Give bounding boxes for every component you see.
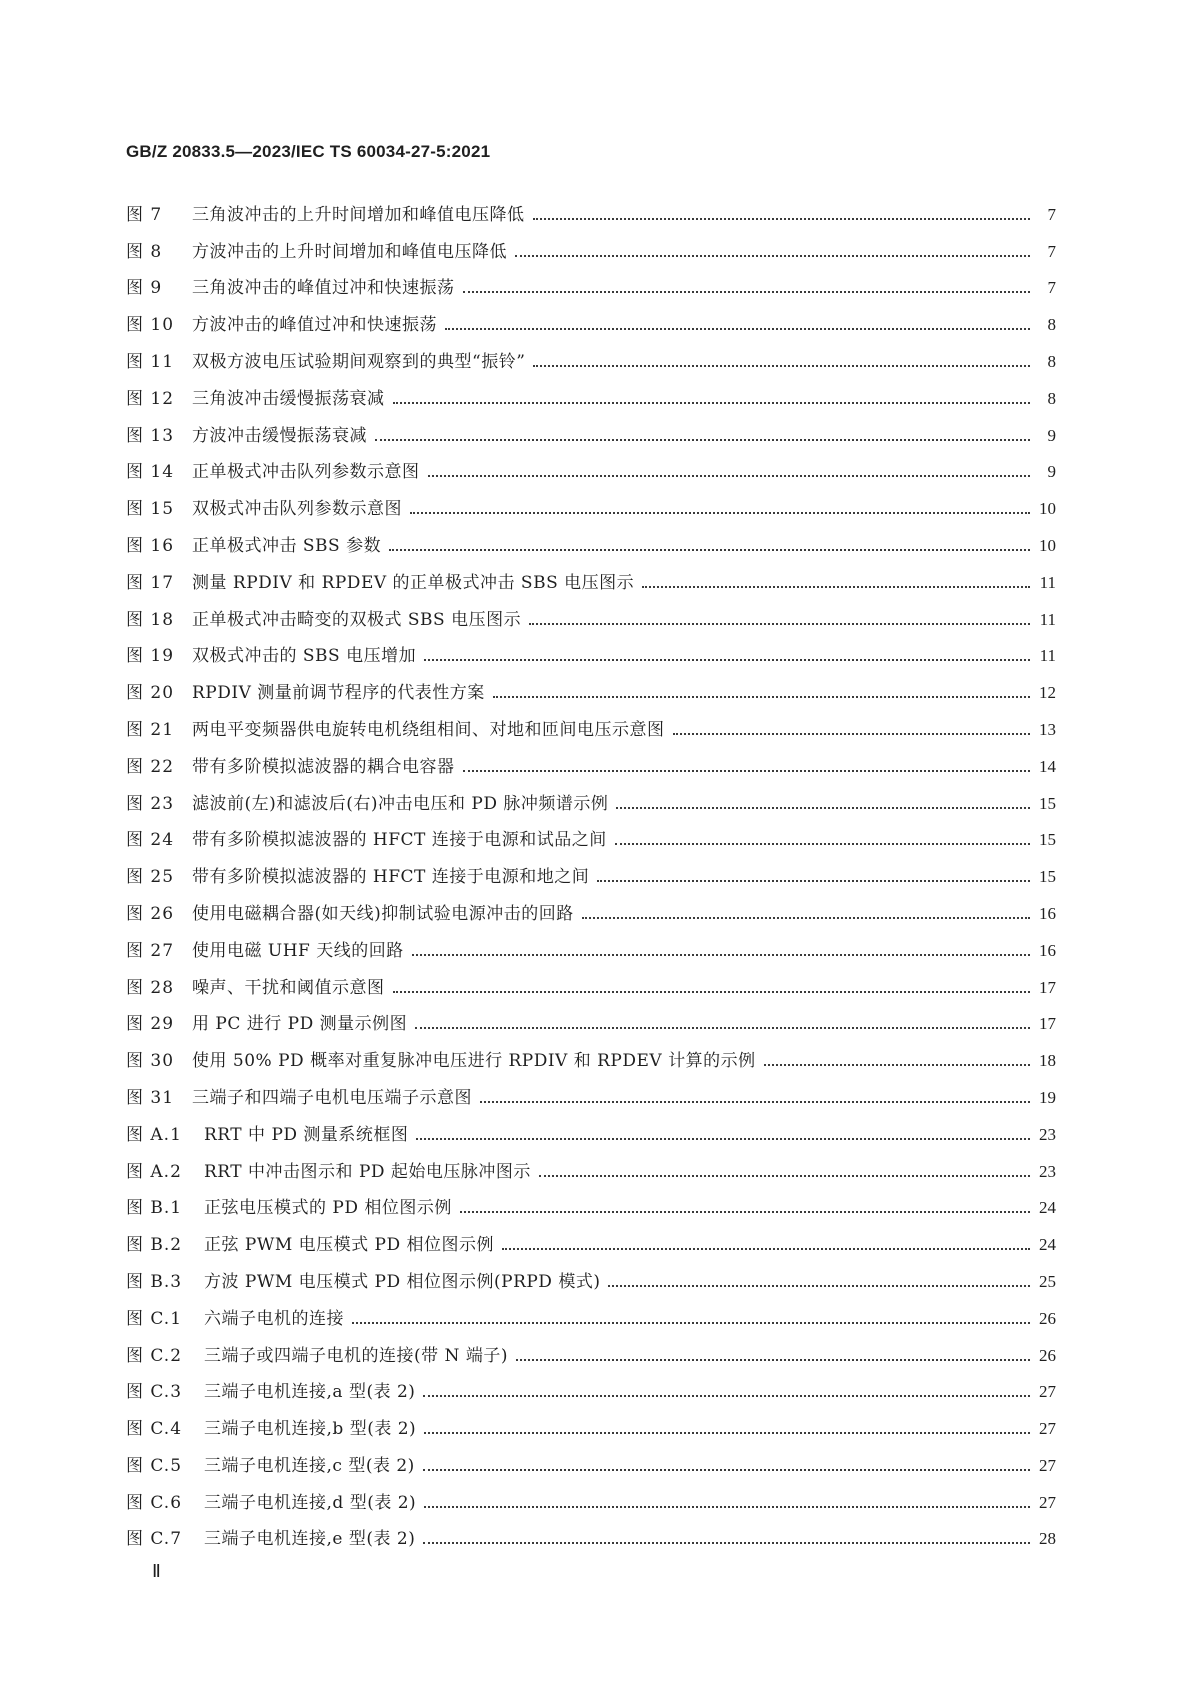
toc-entry-page: 24 <box>1039 1198 1056 1218</box>
toc-dot-leader <box>423 1395 1030 1397</box>
toc-entry-label: 图 15 <box>126 499 175 520</box>
toc-entry[interactable] <box>126 1477 1056 1514</box>
toc-dot-leader <box>393 402 1031 404</box>
toc-dot-leader <box>423 1469 1030 1471</box>
toc-entry[interactable] <box>126 483 1056 520</box>
toc-entry-label: 图 11 <box>126 351 175 372</box>
toc-entry[interactable] <box>126 557 1056 594</box>
toc-entry-title: RRT 中 PD 测量系统框图 <box>204 1124 409 1145</box>
toc-dot-leader <box>516 1359 1030 1361</box>
toc-entry[interactable] <box>126 1035 1056 1072</box>
toc-dot-leader <box>428 475 1031 477</box>
toc-dot-leader <box>673 733 1031 735</box>
toc-entry-title: 三端子和四端子电机电压端子示意图 <box>192 1087 472 1108</box>
toc-dot-leader <box>410 512 1030 514</box>
toc-entry[interactable] <box>126 1256 1056 1293</box>
toc-entry-label: 图 8 <box>126 241 163 262</box>
toc-entry-title: 噪声、干扰和阈值示意图 <box>192 977 385 998</box>
toc-entry-page: 17 <box>1039 1014 1056 1034</box>
toc-entry-label: 图 28 <box>126 977 175 998</box>
toc-entry-label: 图 16 <box>126 535 175 556</box>
toc-entry-title: 正单极式冲击 SBS 参数 <box>192 535 382 556</box>
toc-entry-page: 9 <box>1047 425 1056 445</box>
toc-entry-label: 图 A.1 <box>126 1124 182 1145</box>
toc-dot-leader <box>412 954 1030 956</box>
toc-entry-page: 10 <box>1039 499 1056 519</box>
toc-entry-title: 正单极式冲击畸变的双极式 SBS 电压图示 <box>192 609 522 630</box>
toc-dot-leader <box>389 549 1030 551</box>
toc-entry[interactable] <box>126 1367 1056 1404</box>
toc-dot-leader <box>463 291 1031 293</box>
toc-entry-title: RPDIV 测量前调节程序的代表性方案 <box>192 683 485 704</box>
toc-dot-leader <box>493 696 1030 698</box>
toc-entry-title: 方波冲击缓慢振荡衰减 <box>192 425 367 446</box>
toc-entry-page: 16 <box>1039 940 1056 960</box>
toc-entry-label: 图 10 <box>126 315 175 336</box>
toc-entry[interactable] <box>126 1219 1056 1256</box>
toc-entry-label: 图 18 <box>126 609 175 630</box>
toc-dot-leader <box>582 917 1030 919</box>
toc-dot-leader <box>423 1542 1030 1544</box>
toc-entry-title: 正单极式冲击队列参数示意图 <box>192 462 420 483</box>
toc-entry[interactable] <box>126 520 1056 557</box>
toc-entry-page: 28 <box>1039 1529 1056 1549</box>
toc-entry-label: 图 B.1 <box>126 1198 183 1219</box>
toc-dot-leader <box>445 328 1030 330</box>
toc-entry-title: 测量 RPDIV 和 RPDEV 的正单极式冲击 SBS 电压图示 <box>192 572 635 593</box>
toc-entry[interactable] <box>126 1440 1056 1477</box>
toc-entry-page: 15 <box>1039 867 1056 887</box>
toc-entry-page: 26 <box>1039 1345 1056 1365</box>
toc-entry-label: 图 27 <box>126 940 175 961</box>
toc-entry-title: 三端子或四端子电机的连接(带 N 端子) <box>204 1345 508 1366</box>
toc-entry[interactable] <box>126 299 1056 336</box>
toc-entry-title: 三角波冲击缓慢振荡衰减 <box>192 388 385 409</box>
toc-entry[interactable] <box>126 1183 1056 1220</box>
toc-entry-title: 带有多阶模拟滤波器的 HFCT 连接于电源和试品之间 <box>192 830 607 851</box>
toc-dot-leader <box>533 365 1030 367</box>
toc-entry-page: 13 <box>1039 719 1056 739</box>
toc-entry-page: 7 <box>1047 204 1056 224</box>
toc-entry-page: 26 <box>1039 1308 1056 1328</box>
toc-entry[interactable] <box>126 962 1056 999</box>
toc-dot-leader <box>539 1175 1030 1177</box>
toc-entry-label: 图 19 <box>126 646 175 667</box>
toc-entry-title: 双极方波电压试验期间观察到的典型“振铃” <box>192 351 526 372</box>
toc-dot-leader <box>616 807 1030 809</box>
toc-entry[interactable] <box>126 1514 1056 1551</box>
toc-entry-title: 使用电磁耦合器(如天线)抑制试验电源冲击的回路 <box>192 903 574 924</box>
toc-dot-leader <box>352 1322 1030 1324</box>
toc-dot-leader <box>463 770 1031 772</box>
toc-entry-page: 27 <box>1039 1492 1056 1512</box>
toc-entry-label: 图 C.6 <box>126 1492 183 1513</box>
toc-entry[interactable] <box>126 999 1056 1036</box>
toc-entry-label: 图 C.7 <box>126 1529 183 1550</box>
toc-entry-page: 27 <box>1039 1382 1056 1402</box>
toc-entry-page: 23 <box>1039 1161 1056 1181</box>
toc-dot-leader <box>424 1506 1030 1508</box>
toc-entry-label: 图 14 <box>126 462 175 483</box>
toc-entry-label: 图 12 <box>126 388 175 409</box>
toc-entry-label: 图 C.3 <box>126 1382 183 1403</box>
toc-entry-page: 27 <box>1039 1419 1056 1439</box>
toc-entry-title: 方波冲击的上升时间增加和峰值电压降低 <box>192 241 507 262</box>
toc-entry-page: 8 <box>1047 315 1056 335</box>
toc-entry[interactable] <box>126 373 1056 410</box>
toc-entry-page: 7 <box>1047 241 1056 261</box>
toc-entry-title: 正弦 PWM 电压模式 PD 相位图示例 <box>204 1235 495 1256</box>
toc-entry-page: 16 <box>1039 903 1056 923</box>
toc-entry-title: 两电平变频器供电旋转电机绕组相间、对地和匝间电压示意图 <box>192 719 665 740</box>
toc-entry-title: 三角波冲击的峰值过冲和快速振荡 <box>192 278 455 299</box>
toc-entry[interactable] <box>126 778 1056 815</box>
toc-entry-page: 19 <box>1039 1087 1056 1107</box>
toc-entry[interactable] <box>126 741 1056 778</box>
toc-entry-label: 图 26 <box>126 903 175 924</box>
toc-dot-leader <box>460 1211 1030 1213</box>
list-of-figures <box>126 189 1056 1550</box>
toc-entry-page: 18 <box>1039 1051 1056 1071</box>
toc-entry-page: 8 <box>1047 351 1056 371</box>
toc-dot-leader <box>615 843 1030 845</box>
toc-dot-leader <box>608 1285 1030 1287</box>
toc-dot-leader <box>529 623 1030 625</box>
toc-entry[interactable] <box>126 1403 1056 1440</box>
toc-dot-leader <box>424 1432 1030 1434</box>
toc-entry-page: 11 <box>1039 646 1056 666</box>
toc-entry-title: 三端子电机连接,e 型(表 2) <box>204 1529 416 1550</box>
document-header: GB/Z 20833.5—2023/IEC TS 60034-27-5:2021 <box>126 142 491 161</box>
toc-entry-title: 方波 PWM 电压模式 PD 相位图示例(PRPD 模式) <box>204 1271 601 1292</box>
toc-dot-leader <box>764 1064 1030 1066</box>
toc-entry-page: 8 <box>1047 388 1056 408</box>
toc-entry[interactable] <box>126 1293 1056 1330</box>
toc-entry-page: 24 <box>1039 1235 1056 1255</box>
toc-dot-leader <box>416 1138 1030 1140</box>
toc-dot-leader <box>375 439 1030 441</box>
toc-entry-label: 图 17 <box>126 572 175 593</box>
toc-entry[interactable] <box>126 631 1056 668</box>
toc-entry-title: 正弦电压模式的 PD 相位图示例 <box>204 1198 452 1219</box>
toc-entry-label: 图 20 <box>126 683 175 704</box>
toc-entry-page: 7 <box>1047 278 1056 298</box>
toc-entry-page: 9 <box>1047 462 1056 482</box>
toc-dot-leader <box>415 1027 1030 1029</box>
toc-entry[interactable] <box>126 925 1056 962</box>
toc-entry-label: 图 21 <box>126 719 175 740</box>
toc-entry-title: 带有多阶模拟滤波器的 HFCT 连接于电源和地之间 <box>192 867 590 888</box>
toc-dot-leader <box>424 659 1030 661</box>
toc-entry-page: 11 <box>1039 609 1056 629</box>
toc-entry-page: 12 <box>1039 683 1056 703</box>
toc-dot-leader <box>515 255 1030 257</box>
toc-dot-leader <box>533 218 1031 220</box>
toc-entry[interactable] <box>126 815 1056 852</box>
toc-entry-title: 三端子电机连接,c 型(表 2) <box>204 1455 415 1476</box>
toc-entry-label: 图 25 <box>126 867 175 888</box>
toc-dot-leader <box>480 1101 1030 1103</box>
toc-dot-leader <box>642 586 1030 588</box>
toc-entry-title: 使用 50% PD 概率对重复脉冲电压进行 RPDIV 和 RPDEV 计算的示例 <box>192 1051 756 1072</box>
toc-entry-title: 三端子电机连接,d 型(表 2) <box>204 1492 417 1513</box>
toc-entry-title: 三端子电机连接,b 型(表 2) <box>204 1419 417 1440</box>
toc-entry[interactable] <box>126 410 1056 447</box>
toc-entry-label: 图 C.4 <box>126 1419 183 1440</box>
toc-entry-title: 带有多阶模拟滤波器的耦合电容器 <box>192 756 455 777</box>
toc-entry-label: 图 B.3 <box>126 1271 183 1292</box>
toc-entry-title: 双极式冲击队列参数示意图 <box>192 499 402 520</box>
toc-entry-title: 三角波冲击的上升时间增加和峰值电压降低 <box>192 204 525 225</box>
toc-entry[interactable] <box>126 226 1056 263</box>
toc-entry-page: 11 <box>1039 572 1056 592</box>
toc-entry-label: 图 23 <box>126 793 175 814</box>
toc-entry-page: 23 <box>1039 1124 1056 1144</box>
toc-dot-leader <box>393 991 1031 993</box>
toc-entry[interactable] <box>126 704 1056 741</box>
toc-entry[interactable] <box>126 1146 1056 1183</box>
toc-entry-label: 图 31 <box>126 1087 175 1108</box>
toc-entry-label: 图 B.2 <box>126 1235 183 1256</box>
toc-entry[interactable] <box>126 667 1056 704</box>
toc-entry-page: 14 <box>1039 756 1056 776</box>
toc-entry-label: 图 29 <box>126 1014 175 1035</box>
toc-entry-label: 图 7 <box>126 204 163 225</box>
toc-entry-title: 六端子电机的连接 <box>204 1308 344 1329</box>
toc-entry-title: 双极式冲击的 SBS 电压增加 <box>192 646 417 667</box>
toc-entry-title: 三端子电机连接,a 型(表 2) <box>204 1382 416 1403</box>
toc-entry-title: RRT 中冲击图示和 PD 起始电压脉冲图示 <box>204 1161 531 1182</box>
toc-entry-page: 15 <box>1039 830 1056 850</box>
toc-entry-label: 图 A.2 <box>126 1161 182 1182</box>
toc-entry-page: 15 <box>1039 793 1056 813</box>
toc-entry[interactable] <box>126 1072 1056 1109</box>
toc-entry-title: 使用电磁 UHF 天线的回路 <box>192 940 404 961</box>
toc-entry-title: 用 PC 进行 PD 测量示例图 <box>192 1014 408 1035</box>
toc-entry-page: 27 <box>1039 1455 1056 1475</box>
toc-entry-label: 图 C.1 <box>126 1308 183 1329</box>
toc-entry[interactable] <box>126 263 1056 300</box>
toc-entry-page: 10 <box>1039 535 1056 555</box>
toc-entry[interactable] <box>126 1330 1056 1367</box>
toc-entry[interactable] <box>126 1109 1056 1146</box>
toc-entry-label: 图 9 <box>126 278 163 299</box>
toc-entry-title: 方波冲击的峰值过冲和快速振荡 <box>192 315 437 336</box>
toc-entry-label: 图 C.5 <box>126 1455 183 1476</box>
toc-entry-page: 17 <box>1039 977 1056 997</box>
toc-entry-label: 图 30 <box>126 1051 175 1072</box>
toc-entry[interactable] <box>126 594 1056 631</box>
toc-dot-leader <box>597 880 1030 882</box>
toc-entry-label: 图 C.2 <box>126 1345 183 1366</box>
toc-entry-page: 25 <box>1039 1271 1056 1291</box>
toc-entry-label: 图 24 <box>126 830 175 851</box>
page-number: Ⅱ <box>152 1561 161 1581</box>
toc-entry[interactable] <box>126 336 1056 373</box>
toc-entry-label: 图 22 <box>126 756 175 777</box>
toc-dot-leader <box>502 1248 1030 1250</box>
toc-entry[interactable] <box>126 189 1056 226</box>
toc-entry-label: 图 13 <box>126 425 175 446</box>
toc-entry[interactable] <box>126 888 1056 925</box>
toc-entry[interactable] <box>126 851 1056 888</box>
toc-entry-title: 滤波前(左)和滤波后(右)冲击电压和 PD 脉冲频谱示例 <box>192 793 609 814</box>
toc-entry[interactable] <box>126 447 1056 484</box>
